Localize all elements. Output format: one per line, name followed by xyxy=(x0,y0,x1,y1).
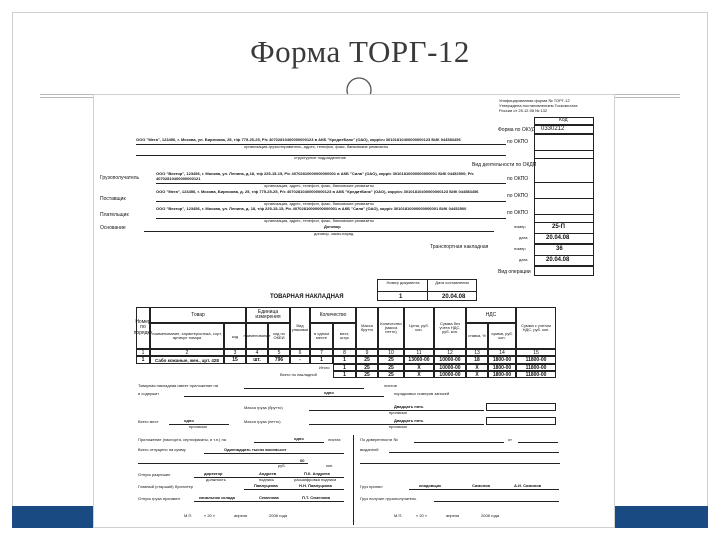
okud-label: Форма по ОКУД xyxy=(498,127,536,133)
th-gross: Масса брутто xyxy=(356,307,378,349)
mass-gross-box xyxy=(486,403,556,411)
th-qty-place: в одном месте xyxy=(310,323,333,349)
payer-hint: организация, адрес, телефон, факс, банковские реквизиты xyxy=(264,218,374,223)
date-right: « 20 » xyxy=(416,513,428,518)
date-left: « 20 » xyxy=(204,513,216,518)
code-sep xyxy=(534,150,594,151)
total-released-words: Одиннадцать тысяч восемьсот xyxy=(224,447,287,452)
col-num-5: 5 xyxy=(268,349,290,356)
places-label: Всего мест xyxy=(138,419,159,424)
payer-value: ООО "Вектор", 123456, г. Москва, ул. Ленина, д. 18, т/ф 225-15-15, Р/с 40702810000000000001 в АКБ "Сила" (ОАО), корр/с 30101810000000000001 БИК 04452500 xyxy=(156,206,467,211)
year-left: 2008 года xyxy=(269,513,288,518)
code-label: Код xyxy=(559,117,568,123)
row-goods-code: 15 xyxy=(224,356,246,364)
released-label: Отпуск груза произвел xyxy=(138,496,180,501)
row-num: 1 xyxy=(136,356,150,364)
shipper-org: ООО "Мега", 123456, г. Москва, ул. Бирюзова, 25, т/ф 775-25-25, Р/с 40702810400000000123 в АКБ "КредитБанк" (ОАО), корр/сч 30101810400000000123 БИК 044583456 xyxy=(136,137,461,142)
th-total: Сумма с учетом НДС, руб. коп. xyxy=(516,307,556,349)
th-goods: Товар xyxy=(150,307,246,323)
okpo-label-4: по ОКПО xyxy=(507,210,529,216)
col-num-15: 15 xyxy=(516,349,556,356)
tn-sep xyxy=(534,255,594,256)
op-cell xyxy=(534,266,594,276)
accepted-name: А.И. Симонов xyxy=(514,483,542,488)
issued-label: выданной xyxy=(360,447,379,452)
grand-label: Всего по накладной xyxy=(280,372,317,377)
supplier-value: ООО "Мега", 123456, г. Москва, Бирюзова, д. 25, т/ф 775-25-25, Р/с 40702810400000000123 в АКБ "КредитБанк" (ОАО), корр/сч 30101810400000000123 БИК 044583456 xyxy=(156,189,479,194)
tn-number-value: 36 xyxy=(556,246,563,252)
proxy-from: от xyxy=(508,437,512,442)
total-released-label: Всего отпущено на сумму xyxy=(138,447,186,452)
col-num-14: 14 xyxy=(488,349,516,356)
grand-total: 11800-00 xyxy=(516,371,556,378)
rub-text: руб. xyxy=(278,463,286,468)
okpo-label-2: по ОКПО xyxy=(507,176,529,182)
accepted-line xyxy=(409,489,559,490)
total-qty: 1 xyxy=(333,364,356,371)
released-line xyxy=(194,501,344,502)
supplier-label: Поставщик xyxy=(100,196,126,202)
date-label: дата xyxy=(519,235,528,240)
mass-net-label: Масса груза (нетто) xyxy=(244,419,281,424)
doc-title: ТОВАРНАЯ НАКЛАДНАЯ xyxy=(270,294,344,300)
th-vat: НДС xyxy=(466,307,516,323)
contains-line xyxy=(184,396,384,397)
row-okei: 796 xyxy=(268,356,290,364)
form-note-1: Унифицированная форма № ТОРГ-12 xyxy=(499,98,570,103)
total-vat-rate: Х xyxy=(466,364,488,371)
accountant-label: Главный (старший) бухгалтер xyxy=(138,484,194,489)
code-sep xyxy=(534,182,594,183)
year-right: 2008 года xyxy=(481,513,500,518)
appendix-docs-line xyxy=(254,442,324,443)
th-unit: Единица измерения xyxy=(246,307,290,323)
th-price: Цена, руб. коп. xyxy=(404,307,434,349)
col-num-2: 2 xyxy=(150,349,224,356)
code-sep xyxy=(534,233,594,234)
th-goods-code: код xyxy=(224,323,246,349)
th-vat-sum: сумма, руб. коп. xyxy=(488,323,516,349)
grand-price: Х xyxy=(404,371,434,378)
mass-net-hint: прописью xyxy=(389,424,408,429)
code-sep xyxy=(534,198,594,199)
th-net: Количество (масса нетто) xyxy=(378,307,404,349)
dept-hint: структурное подразделение xyxy=(294,155,347,160)
total-vat-sum: 1800-00 xyxy=(488,364,516,371)
total-gross: 25 xyxy=(356,364,378,371)
shipper-hint: организация-грузоотправитель, адрес, телефон, факс, банковские реквизиты xyxy=(244,144,389,149)
date-value: 20.04.08 xyxy=(546,235,570,241)
row-qty-place: 1 xyxy=(310,356,333,364)
torg12-form xyxy=(94,95,614,527)
col-num-11: 11 xyxy=(404,349,434,356)
row-total: 11800-00 xyxy=(516,356,556,364)
consignee-value: ООО "Вектор", 123456, г. Москва, ул. Ленина, д.18, т/ф 225-15-15, Р/с 40702810000000000001 в АКБ "Сила" (ОАО), корр/с 30101810000000000001 БИК 04452500; Р/с 40702810400000000121 xyxy=(156,171,474,181)
supplier-hint: организация, адрес, телефон, факс, банковские реквизиты xyxy=(264,201,374,206)
sheets2-text: листах xyxy=(328,437,341,442)
mass-gross-label: Масса груза (брутто) xyxy=(244,405,283,410)
row-sum: 10000-00 xyxy=(434,356,466,364)
appendix-docs-value: одно xyxy=(294,436,304,441)
total-released-line xyxy=(204,453,344,454)
mass-net-value: Двадцать пять xyxy=(394,418,424,423)
mass-net-box xyxy=(486,417,556,425)
consignee-label: Грузополучатель xyxy=(100,175,140,181)
grand-sum: 10000-00 xyxy=(434,371,466,378)
col-num-13: 13 xyxy=(466,349,488,356)
grand-gross: 25 xyxy=(356,371,378,378)
col-num-3: 3 xyxy=(224,349,246,356)
tn-label: Транспортная накладная xyxy=(430,244,489,250)
col-num-6: 6 xyxy=(290,349,310,356)
contains-text: и содержит xyxy=(138,391,160,396)
row-net: 25 xyxy=(378,356,404,364)
grand-net: 25 xyxy=(378,371,404,378)
proxy-line xyxy=(414,442,504,443)
okpo-label-3: по ОКПО xyxy=(507,193,529,199)
row-vat-sum: 1800-00 xyxy=(488,356,516,364)
permitted-pos-hint: должность xyxy=(206,477,226,482)
code-sep xyxy=(534,214,594,215)
received-label: Груз получил грузополучатель xyxy=(360,496,417,501)
places-hint: прописью xyxy=(189,424,208,429)
permitted-name-hint: расшифровка подписи xyxy=(294,477,337,482)
proxy-label: По доверенности № xyxy=(360,437,398,442)
accepted-pos: кладовщик xyxy=(419,483,442,488)
doc-date: 20.04.08 xyxy=(442,294,466,300)
th-pack: Вид упаковки xyxy=(290,307,310,349)
total-price: Х xyxy=(404,364,434,371)
row-pack: - xyxy=(290,356,310,364)
footer-divider xyxy=(353,435,354,525)
permitted-name: П.К. Андреев xyxy=(304,471,330,476)
row-qty-pieces: 1 xyxy=(333,356,356,364)
grand-vat-rate: Х xyxy=(466,371,488,378)
th-unit-okei: код по ОКЕИ xyxy=(268,323,290,349)
doc-number-header: Номер документа xyxy=(386,280,420,285)
kop-value: 00 xyxy=(300,458,305,463)
accountant-name: Н.Н. Павлуцкова xyxy=(299,483,332,488)
col-num-12: 12 xyxy=(434,349,466,356)
th-qty-pieces: мест, штук xyxy=(333,323,356,349)
grand-qty: 1 xyxy=(333,371,356,378)
doc-box-sep-h xyxy=(377,291,477,292)
th-num: Номер по порядку xyxy=(136,307,150,349)
mp-right: М.П. xyxy=(394,513,403,518)
places-value: одно xyxy=(184,418,194,423)
permitted-sign-hint: подпись xyxy=(259,477,275,482)
accepted-label: Груз принял xyxy=(360,484,383,489)
okud-value: 0330212 xyxy=(541,126,565,132)
col-num-7: 7 xyxy=(310,349,333,356)
issued-line-2 xyxy=(360,463,560,464)
tn-number-label: номер xyxy=(514,246,526,251)
col-num-9: 9 xyxy=(356,349,378,356)
grand-vat-sum: 1800-00 xyxy=(488,371,516,378)
row-unit: шт. xyxy=(246,356,268,364)
permitted-label: Отпуск разрешил xyxy=(138,472,171,477)
th-vat-rate: ставка, % xyxy=(466,323,488,349)
col-num-1: 1 xyxy=(136,349,150,356)
contains-value: одно xyxy=(324,390,334,395)
released-pos: начальник склада xyxy=(199,495,235,500)
tn-date-value: 20.04.08 xyxy=(546,257,570,263)
issued-line xyxy=(389,452,559,453)
total-label: Итого xyxy=(319,365,330,370)
released-sign: Семенова xyxy=(259,495,279,500)
appendix-docs-label: Приложение (паспорта, сертификаты, и т.п.) на xyxy=(138,437,226,442)
okdp-label: Вид деятельности по ОКДП xyxy=(472,162,537,168)
total-total: 11800-00 xyxy=(516,364,556,371)
th-sum: Сумма без учета НДС, руб. коп. xyxy=(434,307,466,349)
op-label: Вид операции xyxy=(498,269,531,275)
mass-gross-value: Двадцать пять xyxy=(394,404,424,409)
total-net: 25 xyxy=(378,364,404,371)
accepted-sign: Симонов xyxy=(472,483,491,488)
basis-hint: договор, заказ-наряд xyxy=(314,231,354,236)
doc-date-header: Дата составления xyxy=(435,280,469,285)
mp-left: М.П. xyxy=(184,513,193,518)
doc-number: 1 xyxy=(399,294,403,300)
released-name: П.Т. Семенова xyxy=(302,495,330,500)
basis-label: Основание xyxy=(100,225,126,231)
row-goods-name: Сабо кожаные, жен., арт. 428 xyxy=(150,356,224,364)
seq-records-text: порядковых номеров записей xyxy=(394,391,450,396)
consignee-hint: организация, адрес, телефон, факс, банковские реквизиты xyxy=(264,183,374,188)
row-vat-rate: 18 xyxy=(466,356,488,364)
row-price: 13000-00 xyxy=(404,356,434,364)
proxy-date-line xyxy=(518,442,558,443)
slide-title: Форма ТОРГ-12 xyxy=(250,34,470,69)
accountant-sign: Павлуцкова xyxy=(254,483,278,488)
number-value: 25-П xyxy=(552,224,565,230)
appendix-line xyxy=(244,388,364,389)
col-num-4: 4 xyxy=(246,349,268,356)
row-gross: 25 xyxy=(356,356,378,364)
permitted-pos: директор xyxy=(204,471,223,476)
total-sum: 10000-00 xyxy=(434,364,466,371)
appendix-text: Товарная накладная имеет приложение на xyxy=(138,383,218,388)
col-num-10: 10 xyxy=(378,349,404,356)
sheets-text: листов xyxy=(384,383,397,388)
doc-box-sep xyxy=(427,279,428,301)
accountant-line xyxy=(244,489,344,490)
permitted-sign: Андреев xyxy=(259,471,277,476)
basis-value: Договор xyxy=(324,224,341,229)
received-line xyxy=(434,501,559,502)
tn-date-label: дата xyxy=(519,257,528,262)
number-label: номер xyxy=(514,224,526,229)
payer-label: Плательщик xyxy=(100,212,129,218)
kop-text: коп. xyxy=(326,463,334,468)
col-num-8: 8 xyxy=(333,349,356,356)
th-unit-name: наименование xyxy=(246,323,268,349)
code-sep xyxy=(534,222,594,223)
form-note-3: России от 25.12.98 № 132 xyxy=(499,108,548,113)
th-qty: Количество xyxy=(310,307,356,323)
month-left: апреля xyxy=(234,513,248,518)
th-goods-name: наименование, характеристика, сорт, артикул товара xyxy=(150,323,224,349)
form-note-2: Утверждена постановлением Госкомстата xyxy=(499,103,578,108)
okpo-label-1: по ОКПО xyxy=(507,139,529,145)
mass-gross-hint: прописью xyxy=(389,410,408,415)
code-sep xyxy=(534,158,594,159)
month-right: апреля xyxy=(446,513,460,518)
